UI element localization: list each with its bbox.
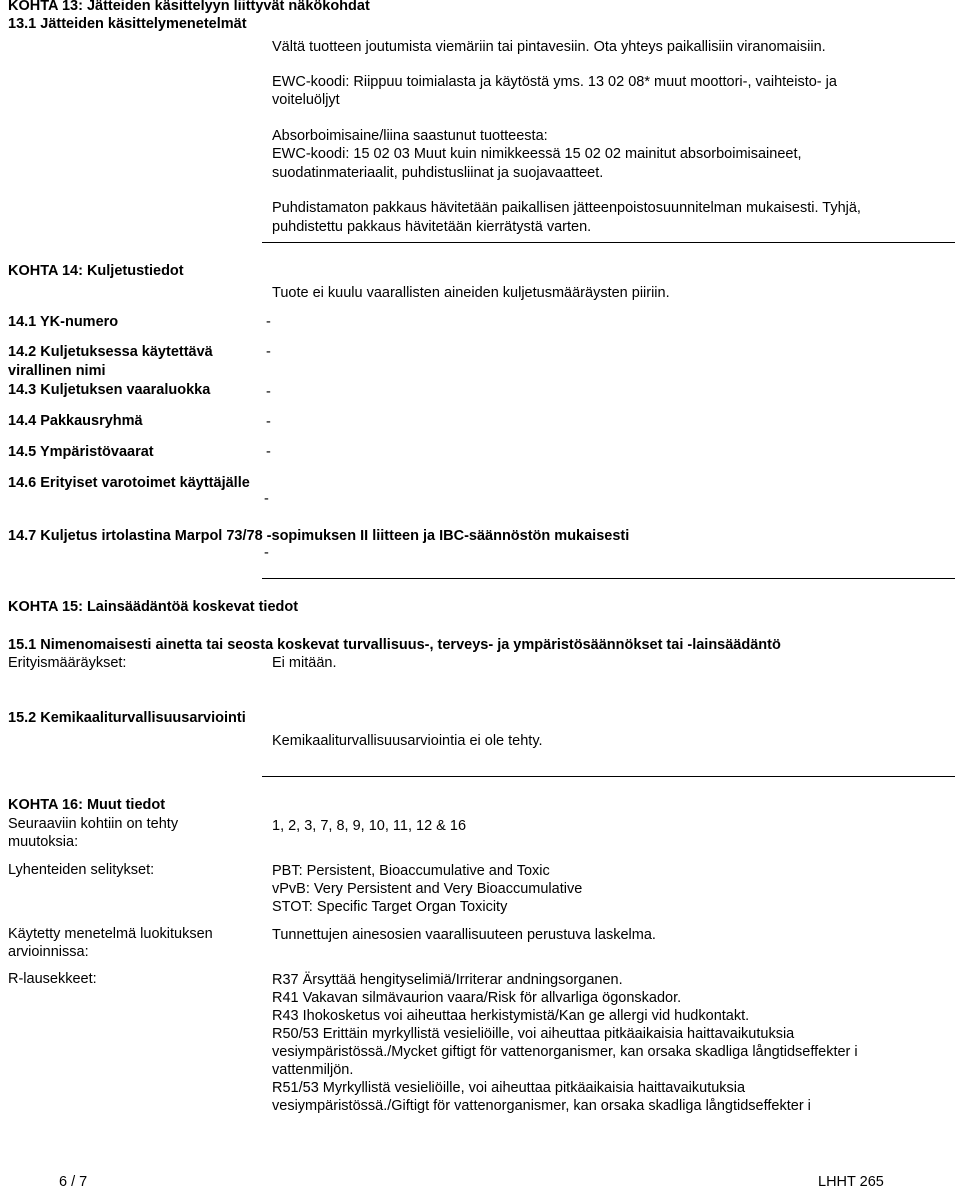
s16-value: STOT: Specific Target Organ Toxicity [272,899,508,915]
s16-label: muutoksia: [8,834,79,850]
r-phrase-line: vattenmiljön. [272,1062,354,1078]
s13-text-line: Absorboimisaine/liina saastunut tuotteesta: [272,128,548,144]
s14-row-label: 14.7 Kuljetus irtolastina Marpol 73/78 -sopimuksen II liitteen ja IBC-säännöstön mukaisesti [8,528,630,544]
r-phrase-line: R41 Vakavan silmävaurion vaara/Risk för allvarliga ögonskador. [272,990,682,1006]
section-15-title: KOHTA 15: Lainsäädäntöä koskevat tiedot [8,599,299,615]
s13-text-line: Vältä tuotteen joutumista viemäriin tai pintavesiin. Ota yhteys paikallisiin viranomaisiin. [272,39,826,55]
s14-row-value: - [266,314,271,330]
section-15-2-heading: 15.2 Kemikaaliturvallisuusarviointi [8,710,246,726]
s14-row-label: 14.6 Erityiset varotoimet käyttäjälle [8,475,250,491]
r-phrase-line: R43 Ihokosketus voi aiheuttaa herkistymistä/Kan ge allergi vid hudkontakt. [272,1008,750,1024]
s16-value: Tunnettujen ainesosien vaarallisuuteen perustuva laskelma. [272,927,656,943]
s16-value: vPvB: Very Persistent and Very Bioaccumulative [272,881,583,897]
r-phrase-line: vesiympäristössä./Mycket giftigt för vattenorganismer, kan orsaka skadliga långtidseffekter i [272,1044,858,1060]
s14-row-label: 14.5 Ympäristövaarat [8,444,154,460]
s16-label: Lyhenteiden selitykset: [8,862,155,878]
s14-row-value: - [266,414,271,430]
section-14-title: KOHTA 14: Kuljetustiedot [8,263,184,279]
page-number: 6 / 7 [59,1174,88,1190]
document-code: LHHT 265 [818,1174,884,1190]
s15-csa-text: Kemikaaliturvallisuusarviointia ei ole tehty. [272,733,543,749]
section-divider [262,776,955,777]
s14-row-value: - [266,384,271,400]
s16-label: Käytetty menetelmä luokituksen [8,926,213,942]
s13-text-line: EWC-koodi: Riippuu toimialasta ja käytöstä yms. 13 02 08* muut moottori-, vaihteisto- ja [272,74,837,90]
s16-label: Seuraaviin kohtiin on tehty [8,816,179,832]
s16-value: 1, 2, 3, 7, 8, 9, 10, 11, 12 & 16 [272,818,467,834]
s14-row-value: - [264,491,269,507]
s14-row-value: - [266,444,271,460]
s13-text-line: EWC-koodi: 15 02 03 Muut kuin nimikkeessä 15 02 02 mainitut absorboimisaineet, [272,146,802,162]
s15-spec-label: Erityismääräykset: [8,655,127,671]
section-16-title: KOHTA 16: Muut tiedot [8,797,166,813]
r-phrase-line: vesiympäristössä./Giftigt för vattenorganismer, kan orsaka skadliga långtidseffekter i [272,1098,811,1114]
section-divider [262,242,955,243]
s14-row-value: - [266,344,271,360]
s14-row-label: 14.4 Pakkausryhmä [8,413,143,429]
s14-row-label: 14.2 Kuljetuksessa käytettävä [8,344,213,360]
s16-label: R-lausekkeet: [8,971,97,987]
section-13-1-heading: 13.1 Jätteiden käsittelymenetelmät [8,16,247,32]
s15-spec-value: Ei mitään. [272,655,337,671]
s14-row-label: 14.1 YK-numero [8,314,119,330]
s16-label: arvioinnissa: [8,944,89,960]
s13-text-line: voiteluöljyt [272,92,340,108]
r-phrase-line: R37 Ärsyttää hengityselimiä/Irriterar andningsorganen. [272,972,623,988]
s14-intro: Tuote ei kuulu vaarallisten aineiden kuljetusmääräysten piiriin. [272,285,670,301]
s13-text-line: Puhdistamaton pakkaus hävitetään paikallisen jätteenpoistosuunnitelman mukaisesti. Tyhjä, [272,200,861,216]
section-13-title: KOHTA 13: Jätteiden käsittelyyn liittyvät näkökohdat [8,0,370,14]
section-divider [262,578,955,579]
r-phrase-line: R51/53 Myrkyllistä vesieliöille, voi aiheuttaa pitkäaikaisia haittavaikutuksia [272,1080,746,1096]
s14-row-value: - [264,545,269,561]
r-phrase-line: R50/53 Erittäin myrkyllistä vesieliöille, voi aiheuttaa pitkäaikaisia haittavaikutuksia [272,1026,795,1042]
s14-row-label: virallinen nimi [8,363,106,379]
s13-text-line: suodatinmateriaalit, puhdistusliinat ja suojavaatteet. [272,165,604,181]
section-15-1-heading: 15.1 Nimenomaisesti ainetta tai seosta koskevat turvallisuus-, terveys- ja ympäristösäännökset tai -lainsäädäntö [8,637,781,653]
s16-value: PBT: Persistent, Bioaccumulative and Toxic [272,863,550,879]
s13-text-line: puhdistettu pakkaus hävitetään kierrätystä varten. [272,219,592,235]
s14-row-label: 14.3 Kuljetuksen vaaraluokka [8,382,211,398]
